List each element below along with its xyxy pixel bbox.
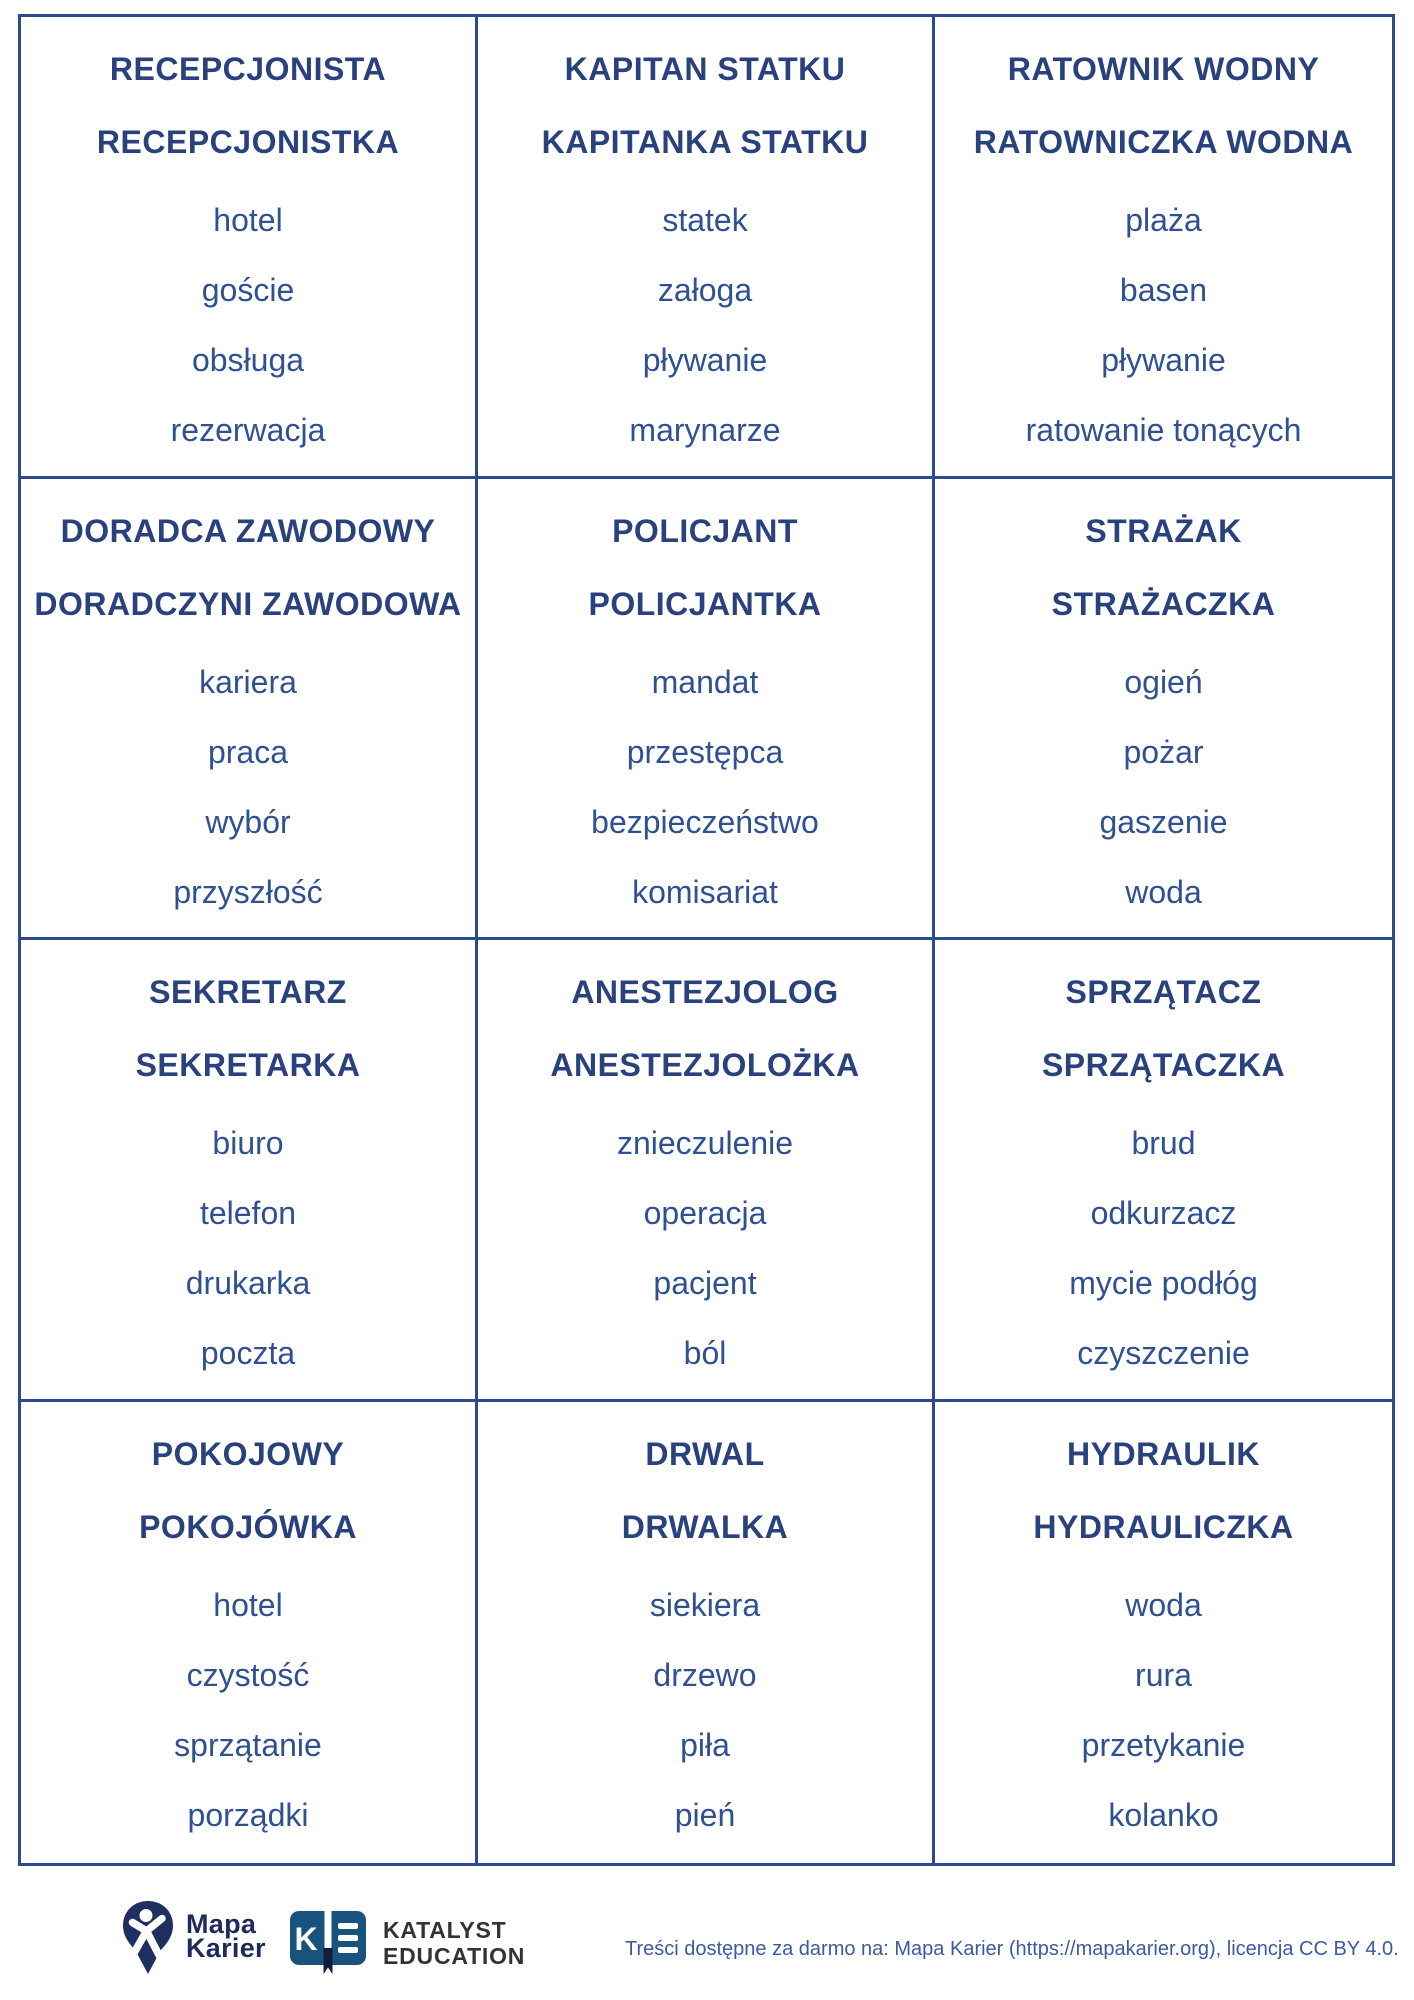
job-title-masculine: ANESTEZJOLOG xyxy=(571,974,839,1010)
keyword: woda xyxy=(1125,873,1202,910)
job-card xyxy=(21,940,478,1402)
job-title-feminine: SPRZĄTACZKA xyxy=(1041,1047,1286,1083)
keyword: przetykanie xyxy=(1081,1726,1246,1763)
job-title-feminine: POLICJANTKA xyxy=(588,585,822,622)
job-title-masculine: DRWAL xyxy=(645,1435,765,1472)
keyword: wybór xyxy=(205,803,291,840)
keyword: ból xyxy=(683,1335,727,1371)
job-title-feminine: RECEPCJONISTKA xyxy=(96,124,400,160)
keyword: czyszczenie xyxy=(1077,1335,1250,1371)
mapa-karier-wordmark-line2: Karier xyxy=(186,1933,266,1963)
keyword: pływanie xyxy=(642,342,768,378)
keyword: poczta xyxy=(200,1335,296,1371)
footer xyxy=(0,1890,1414,2000)
keyword-list xyxy=(21,647,475,927)
keyword: plaża xyxy=(1125,202,1202,238)
katalyst-wordmark-line2: EDUCATION xyxy=(383,1943,526,1969)
keyword: bezpieczeństwo xyxy=(591,803,819,840)
job-card xyxy=(478,17,935,479)
keyword: znieczulenie xyxy=(616,1125,794,1161)
keyword-list xyxy=(478,1570,932,1850)
jobs-table xyxy=(18,14,1395,1866)
job-card xyxy=(935,17,1392,479)
job-title-feminine: DRWALKA xyxy=(621,1508,789,1545)
keyword: telefon xyxy=(199,1195,297,1231)
job-card xyxy=(21,479,478,941)
svg-text:K: K xyxy=(294,1921,318,1957)
keyword: komisariat xyxy=(632,873,778,910)
keyword: brud xyxy=(1131,1125,1196,1161)
keyword: basen xyxy=(1119,272,1208,308)
keyword-list xyxy=(478,647,932,927)
keyword: mycie podłóg xyxy=(1069,1265,1258,1301)
job-title-feminine: DORADCZYNI ZAWODOWA xyxy=(34,585,462,622)
keyword: gaszenie xyxy=(1099,803,1228,840)
job-title-masculine: KAPITAN STATKU xyxy=(564,51,846,87)
job-title-masculine: SEKRETARZ xyxy=(149,974,347,1010)
katalyst-wordmark-line1: KATALYST xyxy=(383,1917,507,1943)
keyword: operacja xyxy=(643,1195,767,1231)
job-card xyxy=(935,1402,1392,1864)
keyword: rezerwacja xyxy=(170,412,326,448)
keyword: porządki xyxy=(187,1796,309,1833)
keyword: ogień xyxy=(1124,663,1203,700)
job-title-feminine: KAPITANKA STATKU xyxy=(541,124,869,160)
keyword: przestępca xyxy=(626,733,784,770)
keyword: biuro xyxy=(212,1125,284,1161)
job-card xyxy=(478,940,935,1402)
keyword-list xyxy=(478,1108,932,1388)
keyword: praca xyxy=(207,733,289,770)
job-card xyxy=(478,1402,935,1864)
keyword: hotel xyxy=(213,202,283,238)
job-title-masculine: RATOWNIK WODNY xyxy=(1007,51,1320,87)
keyword: pacjent xyxy=(653,1265,757,1301)
license-text: Treści dostępne za darmo na: Mapa Karier (https://mapakarier.org), licencja CC BY 4.0. xyxy=(625,1938,1399,1960)
job-title-masculine: STRAŻAK xyxy=(1085,512,1242,549)
mapa-karier-wordmark-line1: Mapa xyxy=(186,1909,257,1939)
keyword-list xyxy=(935,1570,1392,1850)
keyword: pożar xyxy=(1123,733,1204,770)
job-card xyxy=(935,940,1392,1402)
job-title-feminine: STRAŻACZKA xyxy=(1051,585,1276,622)
katalyst-education-logo xyxy=(289,1910,367,1981)
book-monogram-icon xyxy=(289,1921,367,1980)
keyword: pływanie xyxy=(1101,342,1226,378)
keyword: drzewo xyxy=(653,1656,757,1693)
job-title-feminine: SEKRETARKA xyxy=(135,1047,361,1083)
mapa-karier-wordmark xyxy=(186,1909,266,1963)
map-pin-person-icon xyxy=(122,1963,174,1980)
keyword: goście xyxy=(201,272,295,308)
mapa-karier-logo xyxy=(122,1900,174,1981)
keyword: siekiera xyxy=(649,1586,761,1623)
keyword: odkurzacz xyxy=(1090,1195,1237,1231)
job-card xyxy=(478,479,935,941)
keyword: rura xyxy=(1135,1656,1192,1693)
keyword: sprzątanie xyxy=(174,1726,322,1763)
job-title-feminine: RATOWNICZKA WODNA xyxy=(973,124,1354,160)
keyword: kariera xyxy=(199,663,297,700)
job-title-masculine: DORADCA ZAWODOWY xyxy=(60,512,436,549)
keyword: ratowanie tonących xyxy=(1025,412,1302,448)
keyword-list xyxy=(935,1108,1392,1388)
keyword: hotel xyxy=(213,1586,283,1623)
keyword: obsługa xyxy=(191,342,305,378)
job-title-masculine: HYDRAULIK xyxy=(1067,1435,1260,1472)
job-title-feminine: POKOJÓWKA xyxy=(139,1508,357,1545)
keyword-list xyxy=(21,1570,475,1850)
job-card xyxy=(21,17,478,479)
job-card xyxy=(21,1402,478,1864)
keyword: czystość xyxy=(186,1656,310,1693)
job-title-masculine: POKOJOWY xyxy=(151,1435,345,1472)
job-title-masculine: RECEPCJONISTA xyxy=(109,51,387,87)
job-title-masculine: SPRZĄTACZ xyxy=(1065,974,1262,1010)
keyword: piła xyxy=(680,1726,730,1763)
keyword-list xyxy=(21,1108,475,1388)
job-title-feminine: HYDRAULICZKA xyxy=(1033,1508,1294,1545)
keyword: załoga xyxy=(657,272,753,308)
job-card xyxy=(935,479,1392,941)
keyword: kolanko xyxy=(1108,1796,1219,1833)
keyword-list xyxy=(935,647,1392,927)
keyword: mandat xyxy=(651,663,759,700)
katalyst-education-wordmark xyxy=(383,1917,525,1969)
keyword-list xyxy=(478,185,932,465)
keyword: przyszłość xyxy=(173,873,323,910)
keyword-list xyxy=(21,185,475,465)
job-title-masculine: POLICJANT xyxy=(612,512,798,549)
keyword-list xyxy=(935,185,1392,465)
job-title-feminine: ANESTEZJOLOŻKA xyxy=(550,1047,860,1083)
keyword: marynarze xyxy=(629,412,781,448)
keyword: pień xyxy=(674,1796,736,1833)
keyword: woda xyxy=(1125,1586,1202,1623)
keyword: drukarka xyxy=(185,1265,311,1301)
keyword: statek xyxy=(662,202,748,238)
